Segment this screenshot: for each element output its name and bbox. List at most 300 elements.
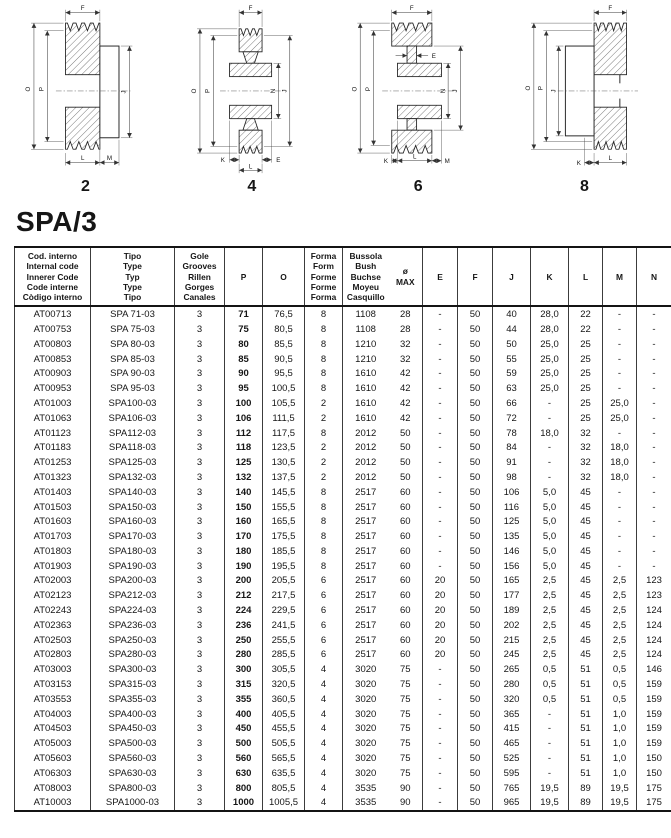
table-cell: SPA150-03: [91, 500, 175, 515]
dim-label-l: L: [248, 163, 253, 171]
table-cell: SPA132-03: [91, 470, 175, 485]
table-cell: 50: [458, 381, 493, 396]
table-cell: 320: [493, 692, 531, 707]
table-cell: 25,0: [531, 352, 569, 367]
table-cell: SPA140-03: [91, 485, 175, 500]
table-row: [15, 618, 671, 633]
table-cell: -: [637, 366, 671, 381]
table-cell: 75: [389, 766, 423, 781]
table-row: [15, 559, 671, 574]
table-cell: SPA118-03: [91, 440, 175, 455]
table-cell: 146: [637, 662, 671, 677]
table-row: [15, 381, 671, 396]
table-cell: 1,0: [603, 736, 637, 751]
table-cell: 0,5: [531, 662, 569, 677]
table-cell: 800: [225, 781, 263, 796]
table-cell: AT02363: [15, 618, 91, 633]
table-cell: 8: [305, 500, 343, 515]
table-cell: -: [603, 352, 637, 367]
table-cell: 125: [493, 514, 531, 529]
table-cell: SPA224-03: [91, 603, 175, 618]
table-cell: 20: [423, 574, 458, 589]
table-cell: 45: [569, 618, 603, 633]
table-cell: 89: [569, 796, 603, 812]
table-cell: SPA630-03: [91, 766, 175, 781]
table-cell: 4: [305, 722, 343, 737]
dim-label-l: L: [413, 153, 417, 161]
table-cell: 75: [389, 692, 423, 707]
table-cell: 595: [493, 766, 531, 781]
table-row: [15, 736, 671, 751]
table-cell: 1005,5: [263, 796, 305, 812]
table-cell: 50: [458, 692, 493, 707]
table-row: [15, 544, 671, 559]
table-cell: 50: [389, 470, 423, 485]
table-cell: AT04503: [15, 722, 91, 737]
table-cell: 118: [225, 440, 263, 455]
table-cell: 3: [175, 677, 225, 692]
dim-label-o: O: [24, 86, 32, 92]
table-cell: 19,5: [603, 796, 637, 812]
figure-form-2: [6, 4, 166, 196]
table-cell: 5,0: [531, 514, 569, 529]
table-cell: 1000: [225, 796, 263, 812]
table-row: [15, 529, 671, 544]
table-cell: 630: [225, 766, 263, 781]
table-cell: 6: [305, 648, 343, 663]
table-cell: 51: [569, 707, 603, 722]
table-cell: 2517: [343, 514, 389, 529]
table-cell: SPA 90-03: [91, 366, 175, 381]
table-cell: 20: [423, 603, 458, 618]
table-cell: 450: [225, 722, 263, 737]
table-cell: 2,5: [531, 574, 569, 589]
table-cell: -: [637, 544, 671, 559]
dim-label-f: F: [80, 5, 85, 13]
table-cell: -: [531, 440, 569, 455]
table-cell: -: [531, 470, 569, 485]
table-cell: -: [637, 381, 671, 396]
table-cell: -: [423, 722, 458, 737]
table-cell: AT06303: [15, 766, 91, 781]
table-cell: -: [603, 544, 637, 559]
table-cell: 25: [569, 337, 603, 352]
table-cell: 6: [305, 574, 343, 589]
table-cell: -: [603, 529, 637, 544]
table-cell: 100: [225, 396, 263, 411]
table-cell: 2517: [343, 500, 389, 515]
table-cell: 50: [458, 633, 493, 648]
table-cell: 3: [175, 440, 225, 455]
table-cell: 3020: [343, 736, 389, 751]
table-cell: 28: [389, 322, 423, 337]
table-cell: 265: [493, 662, 531, 677]
table-cell: AT02003: [15, 574, 91, 589]
table-cell: SPA125-03: [91, 455, 175, 470]
table-row: [15, 648, 671, 663]
table-cell: 3: [175, 322, 225, 337]
table-cell: 45: [569, 514, 603, 529]
table-cell: 50: [458, 544, 493, 559]
table-cell: 3: [175, 366, 225, 381]
table-cell: 50: [458, 751, 493, 766]
table-cell: 6: [305, 618, 343, 633]
table-cell: 78: [493, 426, 531, 441]
table-cell: 285,5: [263, 648, 305, 663]
table-cell: 1210: [343, 352, 389, 367]
table-cell: 3: [175, 707, 225, 722]
table-cell: 3: [175, 426, 225, 441]
table-cell: 3020: [343, 677, 389, 692]
col-header-e: E: [423, 247, 458, 306]
table-cell: 25,0: [531, 381, 569, 396]
table-cell: 159: [637, 692, 671, 707]
table-cell: 45: [569, 500, 603, 515]
table-cell: 32: [569, 470, 603, 485]
table-cell: 45: [569, 648, 603, 663]
table-cell: -: [423, 440, 458, 455]
table-cell: 124: [637, 603, 671, 618]
dim-label-j: J: [452, 89, 460, 93]
table-cell: 45: [569, 559, 603, 574]
table-body: [15, 306, 671, 811]
table-cell: SPA400-03: [91, 707, 175, 722]
table-cell: 32: [569, 440, 603, 455]
table-cell: -: [637, 306, 671, 322]
table-cell: -: [423, 500, 458, 515]
table-cell: 6: [305, 633, 343, 648]
table-row: [15, 352, 671, 367]
table-cell: -: [423, 455, 458, 470]
table-row: [15, 574, 671, 589]
table-cell: 165,5: [263, 514, 305, 529]
table-cell: -: [423, 352, 458, 367]
table-cell: 250: [225, 633, 263, 648]
table-cell: 50: [458, 707, 493, 722]
table-cell: 105,5: [263, 396, 305, 411]
table-cell: 3020: [343, 662, 389, 677]
table-cell: 1,0: [603, 707, 637, 722]
table-cell: 0,5: [603, 692, 637, 707]
table-row: [15, 411, 671, 426]
table-cell: 45: [569, 485, 603, 500]
dim-label-p: P: [364, 86, 372, 92]
table-cell: 130,5: [263, 455, 305, 470]
table-cell: -: [423, 322, 458, 337]
col-header-j: J: [493, 247, 531, 306]
table-row: [15, 455, 671, 470]
table-cell: 2,5: [603, 633, 637, 648]
table-cell: 146: [493, 544, 531, 559]
table-cell: 1,0: [603, 751, 637, 766]
table-cell: 2012: [343, 426, 389, 441]
table-row: [15, 751, 671, 766]
table-cell: 51: [569, 692, 603, 707]
table-cell: AT01253: [15, 455, 91, 470]
table-cell: 112: [225, 426, 263, 441]
table-cell: AT02503: [15, 633, 91, 648]
table-cell: SPA236-03: [91, 618, 175, 633]
table-cell: -: [637, 559, 671, 574]
figure-form-6: [339, 4, 499, 196]
table-cell: 50: [458, 766, 493, 781]
table-cell: -: [637, 322, 671, 337]
table-cell: AT01063: [15, 411, 91, 426]
table-cell: 50: [458, 411, 493, 426]
table-row: [15, 692, 671, 707]
table-cell: -: [531, 766, 569, 781]
table-cell: 217,5: [263, 588, 305, 603]
table-cell: 19,5: [531, 781, 569, 796]
table-cell: SPA190-03: [91, 559, 175, 574]
table-cell: 60: [389, 633, 423, 648]
table-cell: AT10003: [15, 796, 91, 812]
table-cell: 2: [305, 396, 343, 411]
table-cell: 25,0: [531, 337, 569, 352]
col-header-form: Forma Form Forme Forme Forma: [305, 247, 343, 306]
dim-label-l: L: [609, 155, 613, 163]
table-row: [15, 440, 671, 455]
figure-form-8: [505, 4, 665, 196]
table-cell: 1610: [343, 411, 389, 426]
table-cell: 2,5: [603, 588, 637, 603]
table-cell: 45: [569, 603, 603, 618]
table-cell: 2517: [343, 603, 389, 618]
dim-label-k: K: [220, 157, 225, 165]
table-cell: 177: [493, 588, 531, 603]
table-cell: 236: [225, 618, 263, 633]
table-cell: 28,0: [531, 322, 569, 337]
table-cell: 137,5: [263, 470, 305, 485]
table-cell: SPA560-03: [91, 751, 175, 766]
table-cell: 60: [389, 514, 423, 529]
table-cell: 212: [225, 588, 263, 603]
table-cell: AT05603: [15, 751, 91, 766]
table-cell: -: [423, 796, 458, 812]
table-row: [15, 766, 671, 781]
table-cell: AT01503: [15, 500, 91, 515]
table-cell: -: [423, 485, 458, 500]
table-cell: -: [531, 736, 569, 751]
table-cell: 75: [389, 677, 423, 692]
table-cell: -: [423, 751, 458, 766]
table-cell: 60: [389, 544, 423, 559]
table-cell: -: [423, 381, 458, 396]
table-cell: 42: [389, 396, 423, 411]
table-cell: 51: [569, 766, 603, 781]
table-cell: 50: [458, 559, 493, 574]
table-cell: 50: [458, 455, 493, 470]
dim-label-n: N: [269, 88, 277, 94]
table-row: [15, 662, 671, 677]
table-cell: 3: [175, 352, 225, 367]
dim-label-f: F: [248, 5, 253, 13]
table-cell: 42: [389, 366, 423, 381]
table-cell: 224: [225, 603, 263, 618]
table-cell: 2,5: [531, 588, 569, 603]
table-cell: 25: [569, 396, 603, 411]
table-cell: 241,5: [263, 618, 305, 633]
table-cell: 175: [637, 796, 671, 812]
table-row: [15, 337, 671, 352]
table-cell: 98: [493, 470, 531, 485]
table-cell: 245: [493, 648, 531, 663]
col-header-dmax: ø MAX: [389, 247, 423, 306]
table-cell: 355: [225, 692, 263, 707]
table-cell: 20: [423, 588, 458, 603]
table-cell: 2517: [343, 559, 389, 574]
table-cell: AT01803: [15, 544, 91, 559]
table-cell: 180: [225, 544, 263, 559]
table-cell: -: [531, 722, 569, 737]
table-cell: -: [603, 559, 637, 574]
table-cell: AT01183: [15, 440, 91, 455]
table-cell: 50: [458, 618, 493, 633]
table-cell: 20: [423, 633, 458, 648]
table-cell: 40: [493, 306, 531, 322]
table-cell: -: [637, 411, 671, 426]
table-cell: 229,5: [263, 603, 305, 618]
table-cell: 1610: [343, 381, 389, 396]
table-cell: -: [423, 677, 458, 692]
table-cell: 90: [389, 781, 423, 796]
table-cell: 18,0: [603, 455, 637, 470]
col-header-m: M: [603, 247, 637, 306]
table-cell: 3: [175, 500, 225, 515]
table-cell: 3: [175, 751, 225, 766]
table-cell: 22: [569, 322, 603, 337]
table-cell: 202: [493, 618, 531, 633]
table-cell: 95,5: [263, 366, 305, 381]
table-cell: 45: [569, 574, 603, 589]
table-cell: 2: [305, 470, 343, 485]
table-cell: 50: [458, 677, 493, 692]
table-cell: 25: [569, 352, 603, 367]
table-cell: -: [423, 766, 458, 781]
table-row: [15, 514, 671, 529]
table-cell: AT01123: [15, 426, 91, 441]
table-cell: 3: [175, 337, 225, 352]
table-cell: 215: [493, 633, 531, 648]
table-cell: SPA100-03: [91, 396, 175, 411]
table-cell: 2517: [343, 633, 389, 648]
table-cell: AT00713: [15, 306, 91, 322]
pulley-section-form-4-drawing: [176, 4, 329, 176]
table-cell: 50: [458, 470, 493, 485]
table-cell: 1210: [343, 337, 389, 352]
table-cell: -: [637, 500, 671, 515]
table-cell: 8: [305, 306, 343, 322]
table-cell: 55: [493, 352, 531, 367]
table-cell: -: [423, 781, 458, 796]
table-cell: -: [423, 306, 458, 322]
table-cell: SPA180-03: [91, 544, 175, 559]
table-cell: 19,5: [603, 781, 637, 796]
table-cell: 2517: [343, 588, 389, 603]
table-cell: 2: [305, 440, 343, 455]
table-cell: 2,5: [603, 603, 637, 618]
table-cell: 117,5: [263, 426, 305, 441]
table-cell: 2517: [343, 529, 389, 544]
table-cell: 2,5: [531, 633, 569, 648]
table-cell: 124: [637, 618, 671, 633]
table-cell: 3: [175, 396, 225, 411]
table-cell: AT02243: [15, 603, 91, 618]
table-cell: SPA 75-03: [91, 322, 175, 337]
table-cell: 6: [305, 603, 343, 618]
table-cell: -: [423, 514, 458, 529]
table-cell: 25,0: [603, 396, 637, 411]
table-cell: -: [423, 529, 458, 544]
dim-label-f: F: [608, 5, 613, 13]
table-cell: 132: [225, 470, 263, 485]
table-row: [15, 603, 671, 618]
table-cell: 415: [493, 722, 531, 737]
table-cell: 1610: [343, 396, 389, 411]
table-cell: 4: [305, 766, 343, 781]
table-cell: 8: [305, 337, 343, 352]
table-cell: 365: [493, 707, 531, 722]
table-cell: 8: [305, 426, 343, 441]
table-cell: SPA500-03: [91, 736, 175, 751]
table-cell: 280: [225, 648, 263, 663]
table-cell: SPA200-03: [91, 574, 175, 589]
table-cell: 45: [569, 588, 603, 603]
table-cell: 76,5: [263, 306, 305, 322]
table-cell: 635,5: [263, 766, 305, 781]
table-cell: 3: [175, 574, 225, 589]
table-cell: 3: [175, 588, 225, 603]
table-cell: 84: [493, 440, 531, 455]
figure-number-2: 2: [81, 178, 91, 195]
table-cell: 18,0: [603, 440, 637, 455]
table-cell: 50: [493, 337, 531, 352]
table-cell: 42: [389, 381, 423, 396]
table-cell: SPA450-03: [91, 722, 175, 737]
table-cell: 50: [458, 781, 493, 796]
table-cell: AT05003: [15, 736, 91, 751]
table-cell: -: [531, 751, 569, 766]
table-cell: -: [423, 426, 458, 441]
table-cell: 315: [225, 677, 263, 692]
col-header-bush: Bussola Bush Buchse Moyeu Casquillo: [343, 247, 389, 306]
table-cell: -: [423, 337, 458, 352]
table-cell: 25,0: [603, 411, 637, 426]
table-cell: 4: [305, 751, 343, 766]
table-cell: 145,5: [263, 485, 305, 500]
table-cell: 3020: [343, 692, 389, 707]
table-cell: -: [637, 352, 671, 367]
dim-label-f: F: [410, 5, 414, 13]
table-cell: -: [637, 514, 671, 529]
table-cell: 1,0: [603, 766, 637, 781]
table-cell: 3: [175, 633, 225, 648]
dim-label-p: P: [38, 86, 45, 92]
table-cell: 116: [493, 500, 531, 515]
table-cell: 71: [225, 306, 263, 322]
table-cell: 25: [569, 366, 603, 381]
table-cell: 525: [493, 751, 531, 766]
table-cell: 45: [569, 633, 603, 648]
dim-label-j: J: [550, 89, 558, 93]
table-cell: 505,5: [263, 736, 305, 751]
table-cell: 400: [225, 707, 263, 722]
table-cell: AT00753: [15, 322, 91, 337]
table-cell: 4: [305, 662, 343, 677]
table-cell: AT08003: [15, 781, 91, 796]
table-cell: -: [637, 337, 671, 352]
table-cell: AT03153: [15, 677, 91, 692]
